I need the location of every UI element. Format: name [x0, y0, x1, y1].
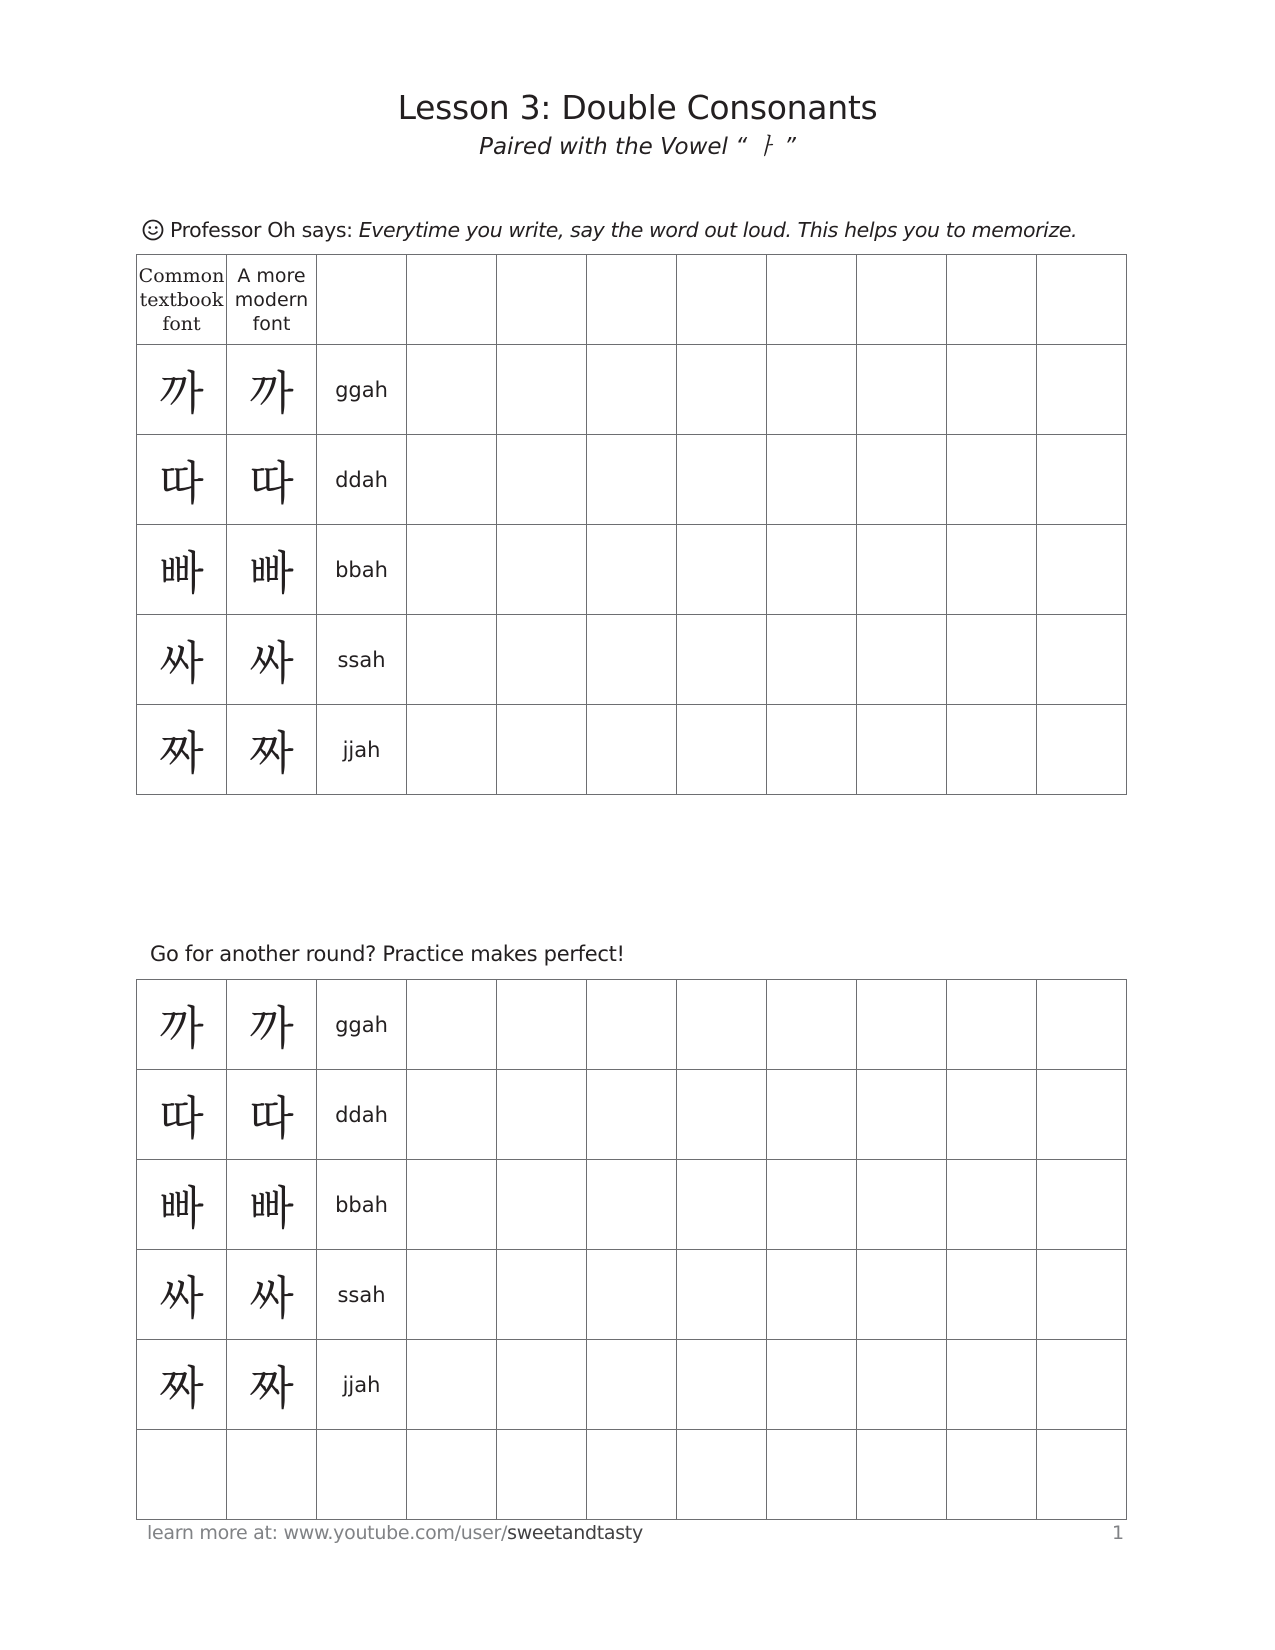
practice-cell[interactable] — [407, 1070, 497, 1160]
practice-cell[interactable] — [497, 1160, 587, 1250]
practice-cell[interactable] — [497, 1430, 587, 1520]
textbook-syllable: 싸 — [137, 615, 227, 705]
practice-cell[interactable] — [587, 255, 677, 345]
practice-cell[interactable] — [317, 1430, 407, 1520]
practice-cell[interactable] — [767, 615, 857, 705]
practice-cell[interactable] — [767, 255, 857, 345]
practice-cell[interactable] — [497, 1340, 587, 1430]
modern-syllable: 짜 — [227, 705, 317, 795]
practice-cell[interactable] — [947, 435, 1037, 525]
practice-cell[interactable] — [857, 345, 947, 435]
practice-cell[interactable] — [947, 1340, 1037, 1430]
practice-cell[interactable] — [1037, 1160, 1127, 1250]
practice-cell[interactable] — [767, 345, 857, 435]
practice-cell[interactable] — [857, 435, 947, 525]
practice-cell[interactable] — [857, 1070, 947, 1160]
practice-cell[interactable] — [947, 615, 1037, 705]
practice-cell[interactable] — [677, 1160, 767, 1250]
textbook-syllable: 따 — [137, 1070, 227, 1160]
practice-cell[interactable] — [677, 345, 767, 435]
blank-practice-row — [137, 1430, 1127, 1520]
practice-cell[interactable] — [767, 1070, 857, 1160]
practice-cell[interactable] — [947, 1070, 1037, 1160]
practice-cell[interactable] — [407, 1160, 497, 1250]
practice-grid-2 — [136, 979, 1127, 1520]
practice-cell[interactable] — [1037, 1430, 1127, 1520]
practice-cell[interactable] — [947, 345, 1037, 435]
practice-cell[interactable] — [407, 1430, 497, 1520]
practice-cell[interactable] — [1037, 705, 1127, 795]
practice-cell[interactable] — [407, 980, 497, 1070]
header-common-line: font — [162, 312, 201, 335]
practice-cell[interactable] — [767, 1430, 857, 1520]
romanization: ssah — [317, 615, 407, 705]
practice-cell[interactable] — [497, 705, 587, 795]
practice-cell[interactable] — [677, 1340, 767, 1430]
practice-cell[interactable] — [857, 1250, 947, 1340]
practice-cell[interactable] — [857, 1340, 947, 1430]
practice-cell[interactable] — [947, 705, 1037, 795]
header-common-line: Common — [138, 264, 225, 287]
practice-grid-1 — [136, 254, 1127, 795]
practice-cell[interactable] — [497, 615, 587, 705]
header-modern-line: font — [252, 312, 291, 335]
practice-cell[interactable] — [407, 705, 497, 795]
tip-message: Everytime you write, say the word out loud. This helps you to memorize. — [358, 218, 1078, 242]
header-common-line: textbook — [139, 288, 224, 311]
tip-prefix: Professor Oh says: — [170, 218, 353, 242]
syllable-row — [137, 1160, 1127, 1250]
syllable-row — [137, 435, 1127, 525]
practice-cell[interactable] — [587, 1430, 677, 1520]
syllable-row — [137, 1250, 1127, 1340]
practice-cell[interactable] — [677, 255, 767, 345]
practice-cell[interactable] — [497, 435, 587, 525]
page-title: Lesson 3: Double Consonants — [397, 88, 878, 127]
practice-cell[interactable] — [137, 1430, 227, 1520]
textbook-syllable: 싸 — [137, 1250, 227, 1340]
footer-handle: sweetandtasty — [507, 1522, 643, 1544]
romanization: jjah — [317, 1340, 407, 1430]
modern-syllable: 빠 — [227, 525, 317, 615]
practice-cell[interactable] — [767, 1160, 857, 1250]
grid-header-row — [137, 255, 1127, 345]
practice-cell[interactable] — [677, 1430, 767, 1520]
syllable-row — [137, 615, 1127, 705]
syllable-row — [137, 705, 1127, 795]
professor-tip — [142, 218, 1077, 242]
modern-syllable: 따 — [227, 435, 317, 525]
footer-prefix: learn more at: www.youtube.com/user/ — [147, 1522, 508, 1544]
header-modern-line: A more — [237, 264, 306, 287]
practice-cell[interactable] — [497, 345, 587, 435]
syllable-row — [137, 1070, 1127, 1160]
textbook-syllable: 따 — [137, 435, 227, 525]
practice-cell[interactable] — [947, 1160, 1037, 1250]
practice-cell[interactable] — [1037, 435, 1127, 525]
practice-cell[interactable] — [677, 1250, 767, 1340]
practice-cell[interactable] — [767, 435, 857, 525]
practice-again-heading: Go for another round? Practice makes perfect! — [150, 942, 625, 966]
romanization: ddah — [317, 1070, 407, 1160]
header-modern-font — [227, 255, 317, 345]
practice-cell[interactable] — [1037, 255, 1127, 345]
practice-cell[interactable] — [947, 255, 1037, 345]
practice-cell[interactable] — [677, 980, 767, 1070]
textbook-syllable: 빠 — [137, 525, 227, 615]
practice-cell[interactable] — [587, 615, 677, 705]
practice-cell[interactable] — [407, 525, 497, 615]
practice-cell[interactable] — [677, 705, 767, 795]
practice-cell[interactable] — [1037, 980, 1127, 1070]
practice-cell[interactable] — [767, 525, 857, 615]
practice-cell[interactable] — [407, 345, 497, 435]
syllable-row — [137, 525, 1127, 615]
romanization: ddah — [317, 435, 407, 525]
page-subtitle: Paired with the Vowel “ ㅏ ” — [479, 134, 796, 160]
practice-cell[interactable] — [317, 255, 407, 345]
modern-syllable: 따 — [227, 1070, 317, 1160]
syllable-row — [137, 980, 1127, 1070]
practice-cell[interactable] — [407, 615, 497, 705]
practice-cell[interactable] — [497, 1070, 587, 1160]
practice-cell[interactable] — [587, 980, 677, 1070]
header-common-font — [137, 255, 227, 345]
practice-cell[interactable] — [227, 1430, 317, 1520]
practice-cell[interactable] — [767, 980, 857, 1070]
practice-cell[interactable] — [407, 1250, 497, 1340]
romanization: bbah — [317, 1160, 407, 1250]
practice-cell[interactable] — [857, 980, 947, 1070]
practice-cell[interactable] — [497, 525, 587, 615]
practice-cell[interactable] — [587, 435, 677, 525]
romanization: ggah — [317, 980, 407, 1070]
practice-cell[interactable] — [1037, 1340, 1127, 1430]
romanization: ggah — [317, 345, 407, 435]
practice-cell[interactable] — [407, 435, 497, 525]
practice-cell[interactable] — [857, 255, 947, 345]
practice-cell[interactable] — [947, 1430, 1037, 1520]
practice-cell[interactable] — [497, 255, 587, 345]
textbook-syllable: 까 — [137, 345, 227, 435]
romanization: bbah — [317, 525, 407, 615]
practice-cell[interactable] — [587, 525, 677, 615]
romanization: jjah — [317, 705, 407, 795]
practice-cell[interactable] — [767, 705, 857, 795]
textbook-syllable: 까 — [137, 980, 227, 1070]
practice-cell[interactable] — [857, 1160, 947, 1250]
practice-cell[interactable] — [1037, 1250, 1127, 1340]
practice-cell[interactable] — [767, 1250, 857, 1340]
textbook-syllable: 빠 — [137, 1160, 227, 1250]
modern-syllable: 싸 — [227, 615, 317, 705]
practice-cell[interactable] — [947, 525, 1037, 615]
textbook-syllable: 짜 — [137, 705, 227, 795]
practice-cell[interactable] — [677, 615, 767, 705]
practice-cell[interactable] — [677, 1070, 767, 1160]
syllable-row — [137, 1340, 1127, 1430]
modern-syllable: 짜 — [227, 1340, 317, 1430]
modern-syllable: 싸 — [227, 1250, 317, 1340]
practice-cell[interactable] — [407, 1340, 497, 1430]
practice-cell[interactable] — [587, 1160, 677, 1250]
practice-cell[interactable] — [857, 615, 947, 705]
practice-cell[interactable] — [587, 345, 677, 435]
practice-cell[interactable] — [587, 705, 677, 795]
practice-cell[interactable] — [677, 435, 767, 525]
practice-cell[interactable] — [857, 525, 947, 615]
practice-cell[interactable] — [587, 1340, 677, 1430]
practice-cell[interactable] — [407, 255, 497, 345]
practice-cell[interactable] — [497, 1250, 587, 1340]
practice-cell[interactable] — [497, 980, 587, 1070]
syllable-row — [137, 345, 1127, 435]
romanization: ssah — [317, 1250, 407, 1340]
smiley-icon — [142, 219, 164, 241]
modern-syllable: 빠 — [227, 1160, 317, 1250]
page-number: 1 — [1112, 1522, 1125, 1544]
practice-cell[interactable] — [947, 1250, 1037, 1340]
practice-cell[interactable] — [1037, 1070, 1127, 1160]
practice-cell[interactable] — [1037, 525, 1127, 615]
modern-syllable: 까 — [227, 980, 317, 1070]
practice-cell[interactable] — [1037, 615, 1127, 705]
textbook-syllable: 짜 — [137, 1340, 227, 1430]
practice-cell[interactable] — [587, 1070, 677, 1160]
footer-link[interactable] — [147, 1522, 643, 1544]
practice-cell[interactable] — [767, 1340, 857, 1430]
practice-cell[interactable] — [677, 525, 767, 615]
practice-cell[interactable] — [857, 1430, 947, 1520]
practice-cell[interactable] — [947, 980, 1037, 1070]
practice-cell[interactable] — [587, 1250, 677, 1340]
practice-cell[interactable] — [857, 705, 947, 795]
modern-syllable: 까 — [227, 345, 317, 435]
header-modern-line: modern — [234, 288, 309, 311]
practice-cell[interactable] — [1037, 345, 1127, 435]
